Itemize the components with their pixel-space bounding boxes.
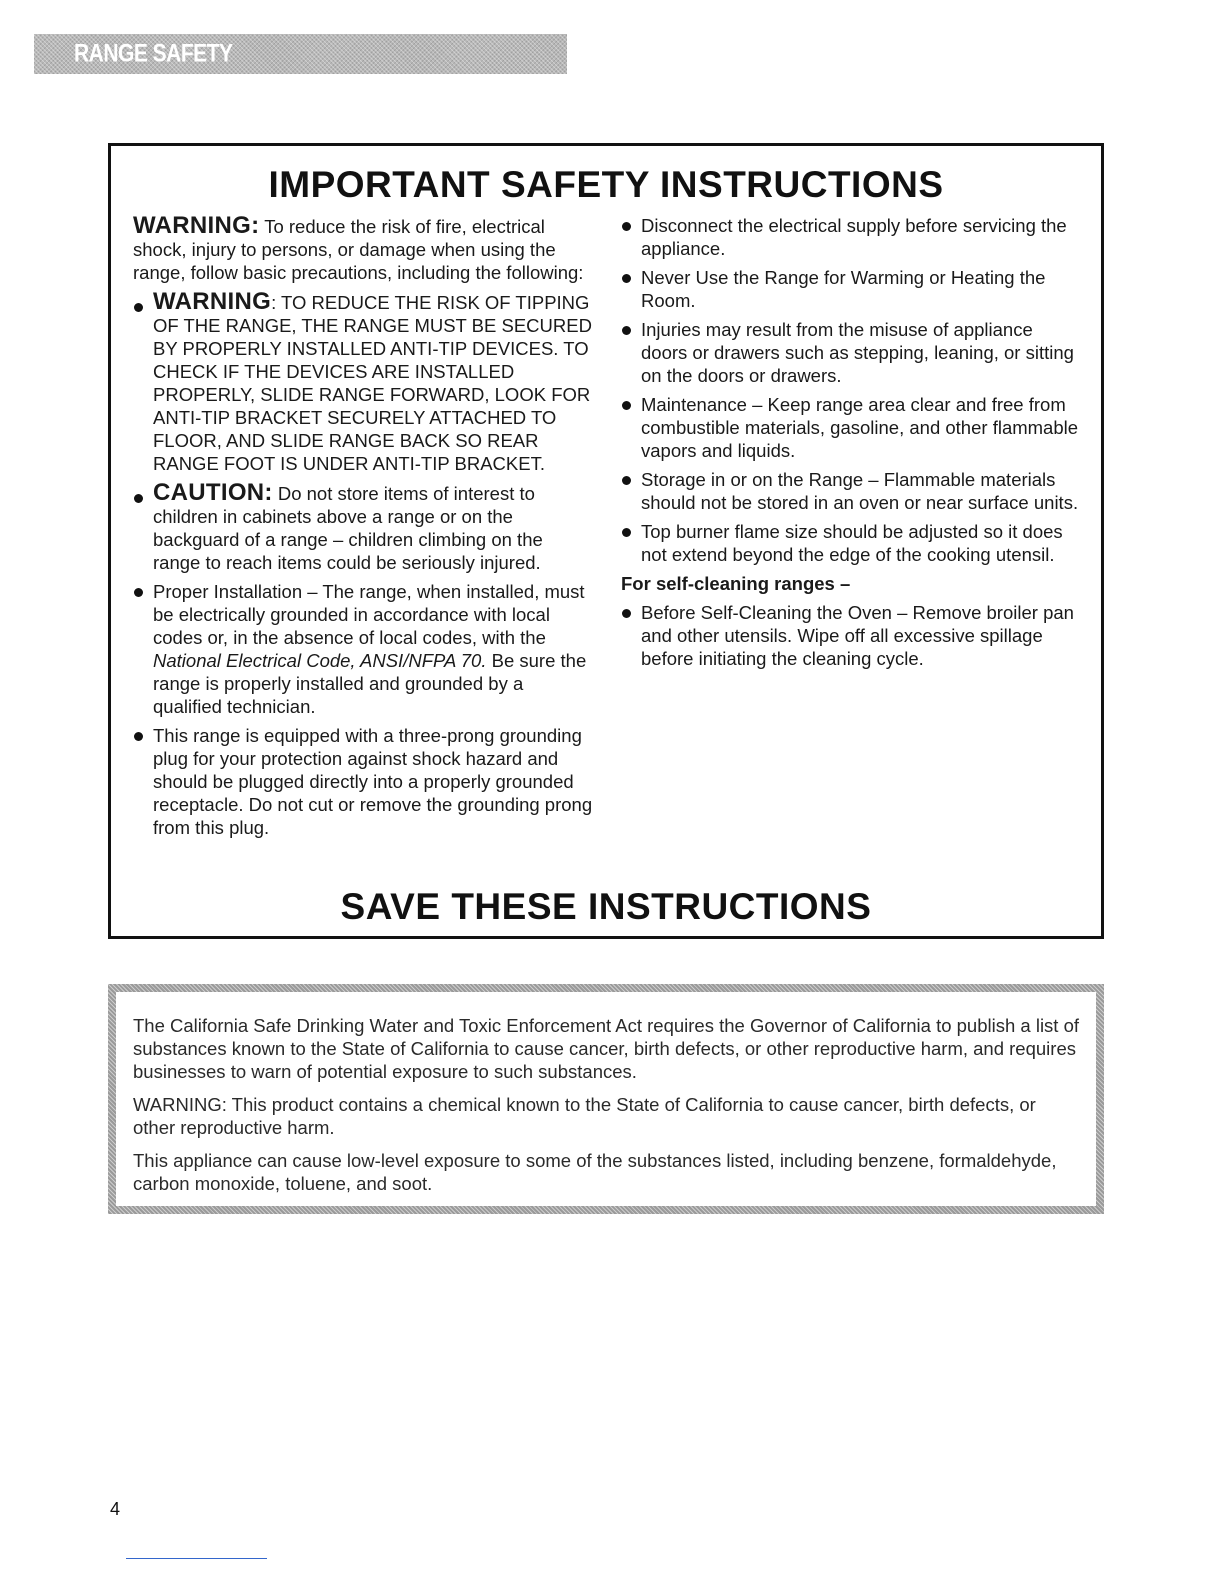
- intro-warning: [133, 214, 593, 284]
- save-instructions-footer: SAVE THESE INSTRUCTIONS: [340, 886, 872, 927]
- page-number: 4: [110, 1499, 121, 1519]
- list-item-anti-tip-warning: [133, 290, 593, 475]
- list-item-caution: [133, 481, 593, 574]
- prop65-paragraph-exposure: This appliance can cause low-level exposure to some of the substances listed, including benzene, formaldehyde, carbon monoxide, toluene, and soot.: [133, 1150, 1057, 1194]
- prop65-paragraph-warning: WARNING: This product contains a chemical known to the State of California to cause cancer, birth defects, or other reproductive harm.: [133, 1094, 1036, 1138]
- safety-box-title: IMPORTANT SAFETY INSTRUCTIONS: [268, 164, 944, 205]
- proper-installation-text-after: Be sure the range is properly installed and grounded by a qualified technician.: [153, 650, 587, 717]
- caution-text: Do not store items of interest to children in cabinets above a range or on the backguard of a range – children climbing on the range to reach items could be seriously injured.: [153, 483, 543, 573]
- list-item-burner-flame: Top burner flame size should be adjusted so it does not extend beyond the edge of the cooking utensil.: [621, 520, 1081, 566]
- list-item-grounding-plug: This range is equipped with a three-prong grounding plug for your protection against shock hazard and should be plugged directly into a properly grounded receptacle. Do not cut or remove the grounding prong from this plug.: [133, 724, 593, 839]
- prop65-notice-box: [108, 984, 1104, 1214]
- list-item-proper-installation: [133, 580, 593, 718]
- prop65-notice-content: [116, 992, 1096, 1206]
- list-item-door-misuse: Injuries may result from the misuse of appliance doors or drawers such as stepping, leaning, or sitting on the doors or drawers.: [621, 318, 1081, 387]
- list-item-self-cleaning: Before Self-Cleaning the Oven – Remove broiler pan and other utensils. Wipe off all excessive spillage before initiating the cleaning cycle.: [621, 601, 1081, 670]
- prop65-paragraph-act: The California Safe Drinking Water and Toxic Enforcement Act requires the Governor of California to publish a list of substances known to the State of California to cause cancer, birth defects, or other reproductive harm, and requires businesses to warn of potential exposure to such substances.: [133, 1015, 1080, 1082]
- anti-tip-warning-text: TO REDUCE THE RISK OF TIPPING OF THE RANGE, THE RANGE MUST BE SECURED BY PROPERLY INSTALLED ANTI-TIP DEVICES. TO CHECK IF THE DEVICES ARE INSTALLED PROPERLY, SLIDE RANGE FORWARD, LOOK FOR ANTI-TIP BRACKET SECURELY ATTACHED TO FLOOR, AND SLIDE RANGE BACK SO REAR RANGE FOOT IS UNDER ANTI-TIP BRACKET.: [153, 292, 592, 474]
- proper-installation-text-before: Proper Installation – The range, when installed, must be electrically grounded in accordance with local codes or, in the absence of local codes, with the: [153, 581, 585, 648]
- safety-instructions-box: [108, 143, 1104, 939]
- list-item-maintenance: Maintenance – Keep range area clear and free from combustible materials, gasoline, and other flammable vapors and liquids.: [621, 393, 1081, 462]
- section-title: RANGE SAFETY: [74, 40, 233, 68]
- caution-label: CAUTION:: [153, 479, 273, 506]
- self-cleaning-heading: For self-cleaning ranges –: [621, 573, 851, 594]
- list-item-no-room-heating: Never Use the Range for Warming or Heating the Room.: [621, 266, 1081, 312]
- anti-tip-warning-colon: :: [271, 292, 277, 313]
- left-column: [133, 214, 593, 845]
- list-item-storage: Storage in or on the Range – Flammable materials should not be stored in an oven or near surface units.: [621, 468, 1081, 514]
- bottom-rule: [126, 1558, 267, 1559]
- section-header-band: [34, 34, 567, 74]
- right-column: [621, 214, 1081, 676]
- intro-warning-label: WARNING:: [133, 212, 260, 239]
- list-item-disconnect-supply: Disconnect the electrical supply before servicing the appliance.: [621, 214, 1081, 260]
- anti-tip-warning-label: WARNING: [153, 288, 272, 315]
- electrical-code-reference: National Electrical Code, ANSI/NFPA 70.: [153, 650, 487, 671]
- intro-warning-text: To reduce the risk of fire, electrical shock, injury to persons, or damage when using the range, follow basic precautions, including the following:: [133, 216, 584, 283]
